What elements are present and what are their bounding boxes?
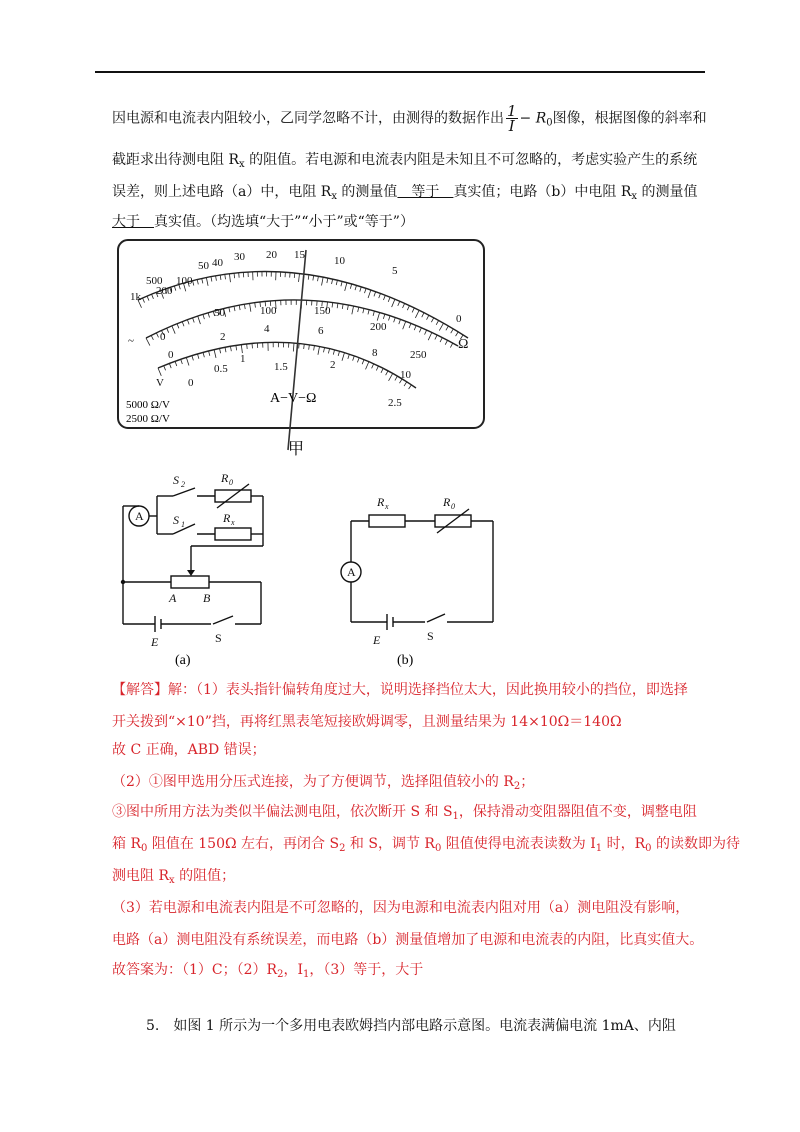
circuit-a-caption: (a) (175, 653, 191, 668)
subscript: 0 (229, 478, 233, 487)
answer-line-3: 故 C 正确，ABD 错误； (112, 742, 266, 758)
ac-tick-label: 2 (330, 359, 336, 371)
dc-tick-label: 0 (160, 331, 166, 343)
ac-tick-label: 1.5 (274, 361, 288, 373)
subscript: x (385, 502, 389, 511)
dc-tick-label: 50 (214, 307, 225, 319)
intro-line-1: 因电源和电流表内阻较小，乙同学忽略不计，由测得的数据作出 $\frac{1}{I}$ − $R_0$图像，根据图像的斜率和 (112, 102, 707, 135)
figure-caption-jia: 甲 (288, 441, 305, 458)
dc-tick-label: 200 (370, 321, 387, 333)
answer-line-5: ③图中所用方法为类似半偏法测电阻，依次断开 S 和 $S_1$，保持滑动变阻器阻值不变，调整电阻 (112, 804, 697, 822)
resistor-r0-label: R (221, 471, 229, 485)
ohm-label-1k: 1k (130, 291, 141, 303)
answer-line-4: （2）①图甲选用分压式连接，为了方便调节，选择阻值较小的 $R_2$； (112, 774, 535, 792)
answer-line-6: 箱 $R_0$ 阻值在 150Ω 左右，再闭合 $S_2$ 和 S，调节 $R_0$ 阻值使得电流表读数为 $I_1$ 时，$R_0$ 的读数即为待 (112, 836, 740, 854)
rheostat-end-b: B (203, 591, 211, 605)
ac-tick-label: 0 (188, 377, 194, 389)
ac-tick-label: 2.5 (388, 397, 402, 409)
dc-v-symbol: V (156, 377, 164, 389)
dc-tick-label: 100 (260, 305, 277, 317)
ac-tick-label: 0.5 (214, 363, 228, 375)
resistor-rx-label: R (223, 511, 231, 525)
answer-line-7: 测电阻 $R_x$ 的阻值； (112, 868, 236, 886)
switch-s-label: S (427, 629, 434, 643)
meter-spec-1: 5000 Ω/V (126, 399, 170, 411)
ohm-tick-label: 40 (212, 257, 223, 269)
ohm-tick-label: 10 (334, 255, 345, 267)
ohm-tick-label: 100 (176, 275, 193, 287)
resistor-r0-label: R (443, 495, 451, 509)
ohm-tick-label: 30 (234, 251, 245, 263)
ac-tick-label: 1 (240, 353, 246, 365)
scale-tick (234, 273, 235, 278)
switch-s1-label: S (173, 513, 179, 527)
meter-spec-2: 2500 Ω/V (126, 413, 170, 425)
answer-line-1: 【解答】解：（1）表头指针偏转角度过大，说明选择挡位太大，因此换用较小的挡位，即选择 (112, 682, 688, 698)
switch-s2-label: S (173, 473, 179, 487)
ohm-symbol: Ω (458, 337, 469, 352)
ammeter-label: A (347, 565, 356, 579)
ohm-tick-label: 200 (156, 285, 173, 297)
answer-blank-1: 等于 (397, 184, 454, 200)
resistor-rx-label: R (377, 495, 385, 509)
ammeter-label: A (135, 509, 144, 523)
dc-tick-label: 150 (314, 305, 331, 317)
dc-tick-label: 250 (410, 349, 427, 361)
header-rule (95, 71, 705, 73)
battery-e-label: E (373, 633, 381, 647)
fraction-1-over-i: $\frac{1}{I}$ (507, 102, 517, 135)
subscript: 0 (451, 502, 455, 511)
answer-line-10: 故答案为：（1）C；$(2)R_2$，$I_1$，（3）等于，大于 (112, 962, 424, 980)
intro-line-4: 大于 真实值。（均选填“大于”“小于”或“等于”） (112, 214, 414, 230)
mid-tick-label: 2 (220, 331, 226, 343)
next-question-line: 5. 如图 1 所示为一个多用电表欧姆挡内部电路示意图。电流表满偏电流 1mA、内阻 (146, 1018, 676, 1034)
subscript: 1 (181, 520, 185, 529)
circuit-a-diagram (115, 466, 275, 670)
subscript: x (231, 518, 235, 527)
circuit-b-diagram (335, 486, 505, 670)
meter-brand-label: A−V−Ω (270, 391, 317, 406)
mid-tick-label: 4 (264, 323, 270, 335)
mid-tick-label: 0 (168, 349, 174, 361)
mid-tick-label: 10 (400, 369, 411, 381)
answer-line-8: （3）若电源和电流表内阻是不可忽略的，因为电源和电流表内阻对用（a）测电阻没有影响， (112, 900, 690, 916)
mid-tick-label: 8 (372, 347, 378, 359)
ohm-tick-label: 0 (456, 313, 462, 325)
ohm-tick-label: 5 (392, 265, 398, 277)
intro-line-2: 截距求出待测电阻 $R_x$ 的阻值。若电源和电流表内阻是未知且不可忽略的，考虑实验产生的系统 (112, 152, 698, 170)
ohm-tick-label: 20 (266, 249, 277, 261)
switch-s-label: S (215, 631, 222, 645)
battery-e-label: E (151, 635, 159, 649)
answer-line-9: 电路（a）测电阻没有系统误差，而电路（b）测量值增加了电源和电流表的内阻，比真实值大。 (112, 932, 704, 948)
circuit-b-caption: (b) (397, 653, 414, 668)
ac-symbol: ~ (128, 335, 134, 347)
rheostat-end-a: A (169, 591, 177, 605)
scale-tick (247, 344, 248, 349)
intro-line-3: 误差，则上述电路（a）中，电阻 $R_x$ 的测量值 等于 真实值；电路（b）中电阻 $R_x$ 的测量值 (112, 184, 698, 202)
answer-line-2: 开关拨到“×10”挡，再将红黑表笔短接欧姆调零，且测量结果为 14×10Ω＝140Ω (112, 714, 622, 730)
answer-blank-2: 大于 (112, 214, 154, 230)
ohm-tick-label: 50 (198, 260, 209, 272)
mid-tick-label: 6 (318, 325, 324, 337)
multimeter-dial-figure (116, 238, 488, 460)
ohm-tick-label: 500 (146, 275, 163, 287)
ohm-tick-label: 15 (294, 249, 305, 261)
subscript: 2 (181, 480, 185, 489)
